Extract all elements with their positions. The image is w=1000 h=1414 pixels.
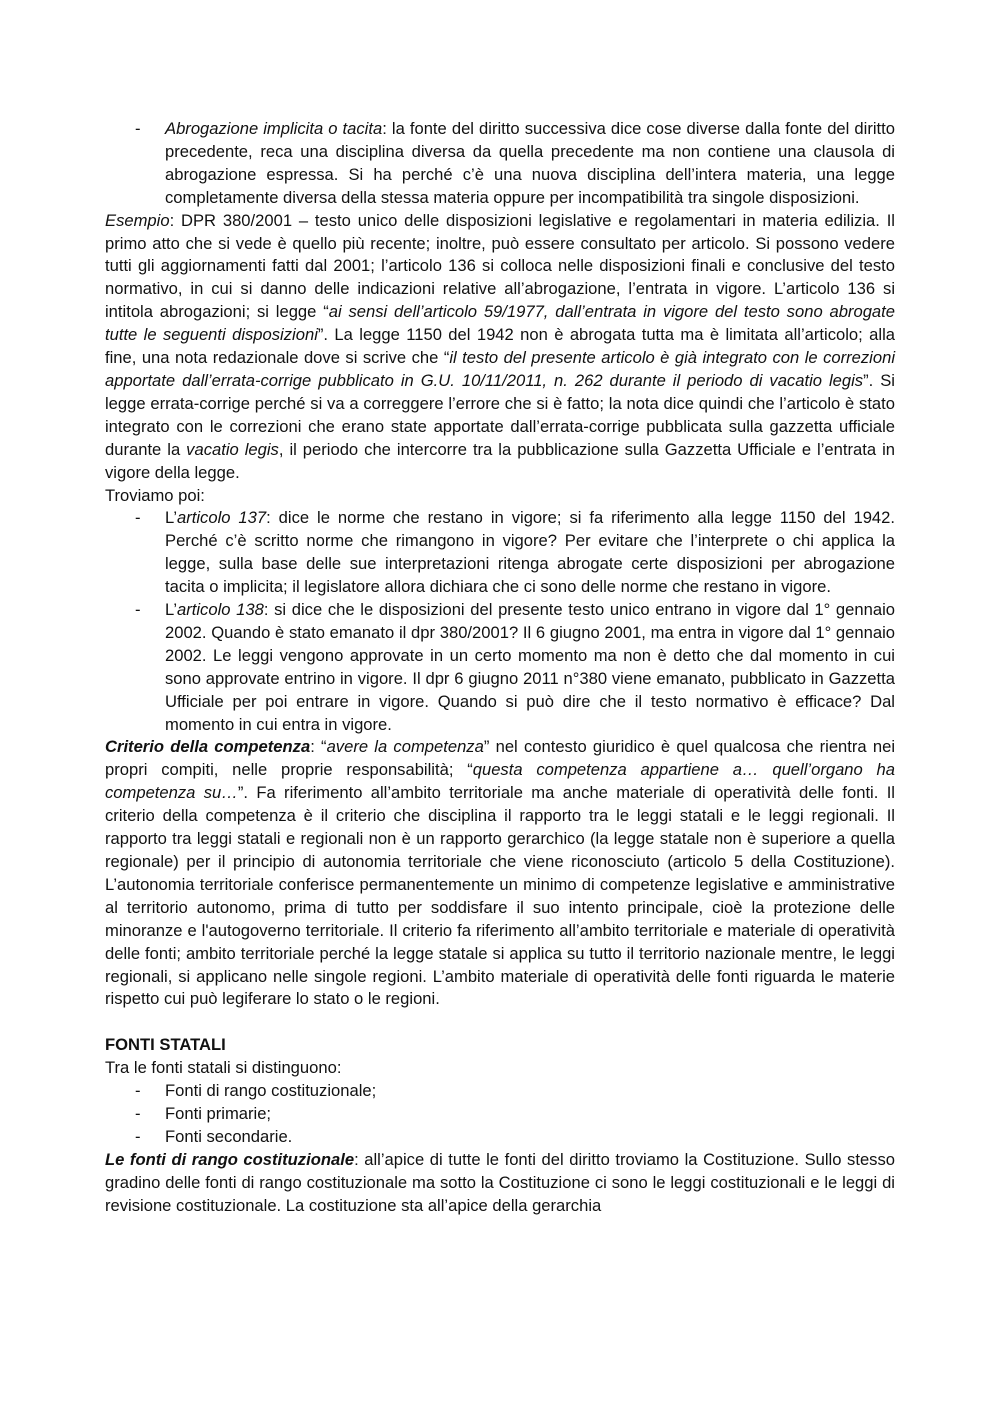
list-item-articolo-137: - L’articolo 137: dice le norme che restano in vigore; si fa riferimento alla legge 1150 del 1942. Perché c’è scritto norme che rimangono in vigore? Per evitare che l’interprete o chi applica la legge, sulla base delle sue interpretazioni ritenga abrogate certe disposizioni per abrogazione tacita o implicita; il legislatore allora dichiara che ci sono delle norme che restano in vigore. (135, 508, 895, 597)
quote-competenza-appartiene: questa competenza appartiene a… quell’organo ha competenza su… (105, 760, 895, 803)
quote-articolo-136: ai sensi dell’articolo 59/1977, dall’entrata in vigore del testo sono abrogate tutte le seguenti disposizioni (105, 302, 895, 345)
list-item-fonti: - Fonti secondarie. (105, 1126, 895, 1149)
section-gap (105, 1011, 895, 1034)
paragraph-criterio-competenza: Criterio della competenza: “avere la competenza” nel contesto giuridico è quel qualcosa che rientra nei propri compiti, nelle proprie responsabilità; “questa competenza appartiene a… quell’organo ha competenza su…”. Fa riferimento all’ambito territoriale ma anche materiale di operatività delle fonti. Il criterio della competenza è il criterio che disciplina il rapporto tra le leggi statali e le leggi regionali. Il rapporto tra leggi statali e regionali non è un rapporto gerarchico (la legge statale non è superiore a quella regionale) per il principio di autonomia territoriale che viene riconosciuto (articolo 5 della Costituzione). L’autonomia territoriale conferisce permanentemente un minimo di competenze legislative e amministrative al territorio autonomo, prima di tutto per soddisfare il suo intento principale, cioè la protezione delle minoranze e l'autogoverno territoriale. Il criterio fa riferimento all’ambito territoriale e materiale di operatività delle fonti; ambito territoriale perché la legge statale si applica su tutto il territorio nazionale mentre, le leggi regionali, si applicano nelle singole regioni. L’ambito materiale di operatività delle fonti riguarda le materie rispetto cui può legiferare lo stato o le regioni. (105, 737, 896, 1009)
term-vacatio-legis: vacatio legis (186, 439, 279, 459)
list-bullet: - (135, 1081, 141, 1101)
paragraph-text: : la fonte del diritto successiva dice cose diverse dalla fonte del diritto precedente, reca una disciplina diversa da quella precedente ma non contiene una clausola di abrogazione espressa. Si ha perché c’è una nuova disciplina dell’intera materia, una legge completamente diversa della stessa materia oppure per incompatibilità tra singole disposizioni. (165, 119, 895, 207)
term-esempio: Esempio (105, 210, 170, 230)
paragraph-fonti-intro: Tra le fonti statali si distinguono: (105, 1058, 342, 1078)
list-bullet: - (135, 1104, 141, 1124)
term-criterio-competenza: Criterio della competenza (105, 737, 311, 757)
section-heading-fonti-statali: FONTI STATALI (105, 1035, 226, 1055)
list-item-fonti: - Fonti di rango costituzionale; (105, 1080, 895, 1103)
paragraph-esempio: Esempio: DPR 380/2001 – testo unico delle disposizioni legislative e regolamentari in materia edilizia. Il primo atto che si vede è quello più recente; inoltre, può essere consultato per articolo. Si possono vedere tutti gli aggiornamenti fatti dal 2001; l’articolo 136 si colloca nelle disposizioni finali e conclusive del testo normativo, in cui si danno delle indicazioni relative all’abrogazione, l’entrata in vigore. L’articolo 136 si intitola abrogazioni; si legge “ai sensi dell’articolo 59/1977, dall’entrata in vigore del testo sono abrogate tutte le seguenti disposizioni”. La legge 1150 del 1942 non è abrogata tutta ma è limitata all’articolo; alla fine, una nota redazionale dove si scrive che “il testo del presente articolo è già integrato con le correzioni apportate dall’errata-corrige pubblicato in G.U. 10/11/2011, n. 262 durante il periodo di vacatio legis”. Si legge errata-corrige perché si va a correggere l’errore che si è fatto; la nota dice quindi che l’articolo è stato integrato con le correzioni che erano state apportate dall’errata-corrige pubblicata sulla gazzetta ufficiale durante la vacatio legis, il periodo che intercorre tra la pubblicazione sulla Gazzetta Ufficiale e l’entrata in vigore della legge. (105, 210, 896, 482)
term-articolo-138: articolo 138 (177, 600, 264, 620)
term-articolo-137: articolo 137 (177, 508, 267, 528)
paragraph-troviamo-poi: Troviamo poi: (105, 485, 205, 505)
quote-nota-redazionale: il testo del presente articolo è già integrato con le correzioni apportate dall’errata-corrige pubblicato in G.U. 10/11/2011, n. 262 durante il periodo di vacatio legis (105, 348, 896, 390)
list-bullet: - (135, 119, 141, 138)
document-page (105, 118, 895, 1218)
list-bullet: - (135, 600, 141, 620)
quote-avere-competenza: avere la competenza (326, 737, 484, 757)
list-bullet: - (135, 508, 141, 528)
list-item-articolo-138: - L’articolo 138: si dice che le disposizioni del presente testo unico entrano in vigore dal 1° gennaio 2002. Quando è stato emanato il dpr 380/2001? Il 6 giugno 2001, ma entra in vigore dal 1° gennaio 2002. Le leggi vengono approvate in un certo momento ma non è detto che dal momento in cui sono approvate entrino in vigore. Il dpr 6 giugno 2011 n°380 viene emanato, pubblicato in Gazzetta Ufficiale per poi entrare in vigore. Quando si può dire che il testo normativo è efficace? Dal momento in cui entra in vigore. (135, 600, 895, 734)
term-fonti-rango-costituzionale: Le fonti di rango costituzionale (105, 1149, 355, 1169)
list-bullet: - (135, 1126, 141, 1146)
list-item-abrogazione-tacita (105, 118, 895, 210)
paragraph-rango-costituzionale: Le fonti di rango costituzionale: all’apice di tutte le fonti del diritto troviamo la Costituzione. Sullo stesso gradino delle fonti di rango costituzionale ma sotto la Costituzione ci sono le leggi costituzionali e le leggi di revisione costituzionale. La costituzione sta all’apice della gerarchia (105, 1149, 895, 1215)
term-abrogazione-tacita: Abrogazione implicita o tacita (165, 119, 383, 138)
list-item-fonti: - Fonti primarie; (105, 1103, 895, 1126)
